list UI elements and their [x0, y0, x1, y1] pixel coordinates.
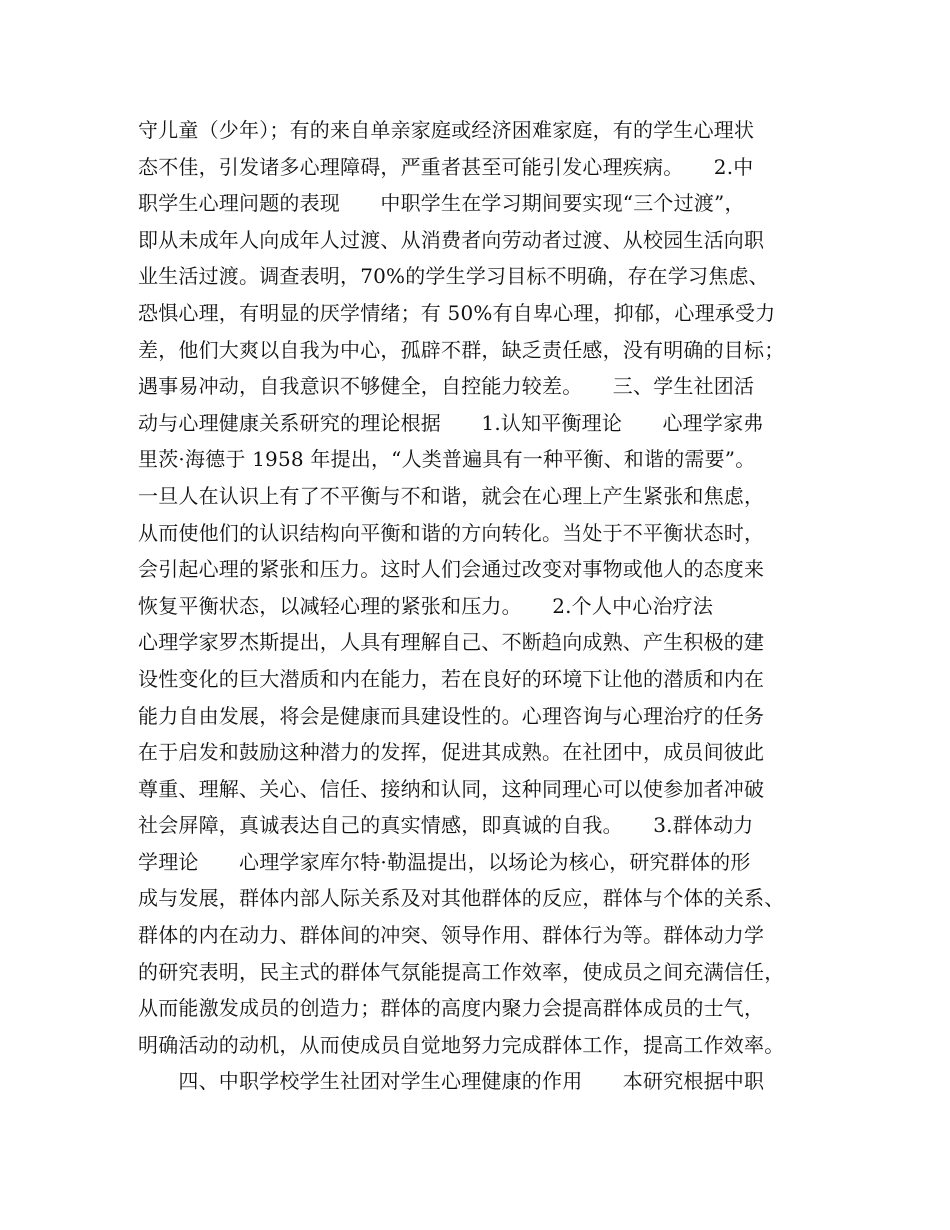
text-line-20: 社会屏障，真诚表达自己的真实情感，即真诚的自我。 3.群体动力: [138, 813, 754, 838]
text-line-1: 守儿童（少年）；有的来自单亲家庭或经济困难家庭，有的学生心理状: [138, 118, 755, 142]
text-line-16: 设性变化的巨大潜质和内在能力，若在良好的环境下让他的潜质和内在: [138, 666, 765, 691]
text-line-3: 职学生心理问题的表现 中职学生在学习期间要实现“三个过渡”，: [138, 191, 745, 216]
text-line-13: 会引起心理的紧张和压力。这时人们会通过改变对事物或他人的态度来: [138, 557, 765, 582]
text-line-23: 群体的内在动力、群体间的冲突、领导作用、群体行为等。群体动力学: [138, 923, 765, 948]
text-line-12: 从而使他们的认识结构向平衡和谐的方向转化。当处于不平衡状态时，: [138, 520, 765, 545]
text-line-19: 尊重、理解、关心、信任、接纳和认同，这种同理心可以使参加者冲破: [138, 776, 765, 801]
text-line-24: 的研究表明，民主式的群体气氛能提高工作效率，使成员之间充满信任，: [138, 959, 785, 984]
text-line-15: 心理学家罗杰斯提出，人具有理解自己、不断趋向成熟、产生积极的建: [138, 630, 765, 655]
text-line-21: 学理论 心理学家库尔特·勒温提出，以场论为核心，研究群体的形: [138, 849, 751, 874]
text-line-4: 即从未成年人向成年人过渡、从消费者向劳动者过渡、从校园生活向职: [138, 227, 765, 252]
text-line-9: 动与心理健康关系研究的理论根据 1.认知平衡理论 心理学家弗: [138, 410, 764, 435]
text-line-25: 从而能激发成员的创造力；群体的高度内聚力会提高群体成员的士气，: [138, 996, 765, 1021]
text-line-6: 恐惧心理，有明显的厌学情绪；有 50%有自卑心理，抑郁，心理承受力: [138, 300, 776, 325]
text-line-17: 能力自由发展，将会是健康而具建设性的。心理咨询与心理治疗的任务: [138, 703, 765, 728]
body-text: [138, 112, 838, 1100]
text-line-8: 遇事易冲动，自我意识不够健全，自控能力较差。 三、学生社团活: [138, 374, 755, 399]
text-line-22: 成与发展，群体内部人际关系及对其他群体的反应，群体与个体的关系、: [138, 886, 785, 911]
text-line-27: 四、中职学校学生社团对学生心理健康的作用 本研究根据中职: [138, 1069, 765, 1094]
text-line-18: 在于启发和鼓励这种潜力的发挥，促进其成熟。在社团中，成员间彼此: [138, 740, 765, 765]
text-line-5: 业生活过渡。调查表明，70%的学生学习目标不明确，存在学习焦虑、: [138, 264, 769, 289]
text-line-26: 明确活动的动机，从而使成员自觉地努力完成群体工作，提高工作效率。: [138, 1032, 785, 1057]
text-line-14: 恢复平衡状态，以减轻心理的紧张和压力。 2.个人中心治疗法: [138, 593, 714, 618]
text-line-7: 差，他们大爽以自我为中心，孤辟不群，缺乏责任感，没有明确的目标；: [138, 337, 785, 362]
text-line-11: 一旦人在认识上有了不平衡与不和谐，就会在心理上产生紧张和焦虑，: [138, 483, 765, 508]
text-line-10: 里茨·海德于 1958 年提出，“人类普遍具有一种平衡、和谐的需要”。: [138, 447, 756, 472]
text-line-2: 态不佳，引发诸多心理障碍，严重者甚至可能引发心理疾病。 2.中: [138, 154, 754, 179]
